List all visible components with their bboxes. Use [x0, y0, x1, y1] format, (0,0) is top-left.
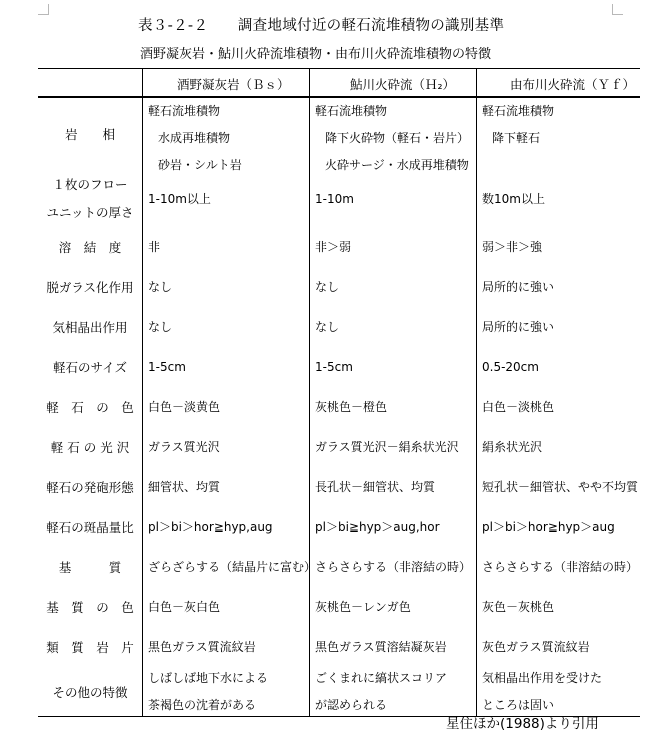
cell-line: 気相晶出作用を受けた	[482, 671, 603, 685]
cell-line: 降下軽石	[492, 131, 541, 145]
cell-line: 軽石流堆積物	[315, 104, 388, 118]
cell-line: ざらざらする（結晶片に富む）	[148, 559, 317, 574]
row-label-text: 溶 結 度	[58, 240, 122, 255]
row-label-text: 基 質	[58, 560, 122, 575]
cell-line: 灰色ガラス質流紋岩	[482, 639, 590, 654]
table-cell	[315, 554, 471, 581]
cell-line: 1-5cm	[315, 359, 353, 374]
cell-line: 1-5cm	[148, 359, 186, 374]
cell-line: 局所的に強い	[482, 279, 555, 294]
cell-line: ガラス質光沢－絹糸状光沢	[315, 439, 459, 454]
row-label-text: その他の特徴	[52, 685, 128, 700]
table-cell	[148, 434, 220, 461]
table-cell	[148, 514, 273, 541]
cell-line: 非	[148, 239, 161, 254]
cell-line: 絹糸状光沢	[482, 439, 543, 454]
row-label-text: 気相晶出作用	[52, 320, 128, 335]
cell-line: 軽石流堆積物	[148, 104, 221, 118]
row-label-text: 岩 相	[64, 126, 115, 142]
cell-line: pl＞bi≧hyp＞aug,hor	[315, 519, 440, 534]
table-cell	[315, 434, 459, 461]
cell-line: 局所的に強い	[482, 319, 555, 334]
cell-line: 灰桃色－レンガ色	[315, 599, 411, 614]
cell-line: 白色－淡桃色	[482, 399, 555, 414]
table-cell	[482, 98, 554, 152]
table-cell	[315, 394, 387, 421]
table-subtitle: 酒野凝灰岩・鮎川火砕流堆積物・由布川火砕流堆積物の特徴	[140, 47, 492, 62]
table-cell	[482, 186, 545, 213]
cell-line: さらさらする（非溶結の時）	[482, 559, 639, 574]
table-cell	[315, 594, 411, 621]
table-cell	[482, 434, 542, 461]
cell-line: 黒色ガラス質流紋岩	[148, 639, 256, 654]
page-corner-mark-left	[38, 4, 49, 15]
header-col1: 酒野凝灰岩（Ｂｓ）	[177, 77, 290, 92]
column-divider	[309, 69, 310, 717]
table-cell	[482, 394, 554, 421]
table-cell	[148, 98, 242, 179]
table-cell	[482, 514, 615, 541]
row-label	[42, 427, 138, 467]
cell-line: 数10m以上	[482, 191, 545, 206]
cell-line: 1-10m以上	[148, 191, 211, 206]
table-cell	[148, 665, 268, 719]
table-cell	[148, 234, 160, 261]
row-label	[42, 547, 138, 587]
table-cell	[315, 665, 447, 719]
table-cell	[148, 394, 220, 421]
cell-line: しばしば地下水による	[148, 671, 269, 685]
table-cell	[148, 554, 316, 581]
row-label	[42, 96, 138, 171]
row-label-text: 軽 石 の 光 沢	[50, 440, 130, 455]
cell-line: なし	[148, 319, 173, 334]
row-label	[42, 467, 138, 507]
cell-line: 弱＞非＞強	[482, 239, 543, 254]
table-cell	[482, 274, 554, 301]
row-label-text: 軽石の発砲形態	[46, 480, 134, 495]
cell-line: 白色－淡黄色	[148, 399, 221, 414]
cell-line: pl＞bi＞hor≧hyp,aug	[148, 519, 273, 534]
row-label	[42, 267, 138, 307]
table-cell	[315, 634, 447, 661]
row-label	[42, 667, 138, 717]
header-col2: 鮎川火砕流（Ｈ₂）	[350, 77, 456, 92]
cell-line: 砂岩・シルト岩	[158, 158, 242, 172]
cell-line: 0.5-20cm	[482, 359, 539, 374]
page-corner-mark-right	[612, 4, 623, 15]
table-cell	[148, 274, 172, 301]
row-label	[42, 507, 138, 547]
row-label	[42, 627, 138, 667]
table-cell	[315, 234, 351, 261]
table-top-rule	[38, 68, 640, 69]
row-label	[42, 347, 138, 387]
table-cell	[148, 186, 211, 213]
cell-line: ごくまれに縞状スコリア	[315, 671, 448, 685]
table-cell	[148, 354, 186, 381]
table-cell	[482, 314, 554, 341]
cell-line: ガラス質光沢	[148, 439, 220, 454]
table-cell	[482, 554, 638, 581]
header-col3: 由布川火砕流（Ｙｆ）	[510, 77, 636, 92]
row-label	[42, 587, 138, 627]
row-label-text: 基 質 の 色	[46, 600, 134, 615]
row-label-text: 軽石の斑晶量比	[46, 520, 134, 535]
cell-line: 1-10m	[315, 191, 354, 206]
cell-line: 火砕サージ・水成再堆積物	[325, 158, 469, 172]
table-title: 表３-２-２ 調査地域付近の軽石流堆積物の識別基準	[138, 18, 505, 34]
row-label-text: １枚のフロー	[52, 177, 128, 192]
table-cell	[315, 354, 353, 381]
column-divider	[476, 69, 477, 717]
row-label-text: ユニットの厚さ	[46, 205, 134, 220]
cell-line: 細管状、均質	[148, 479, 221, 494]
cell-line: 水成再堆積物	[158, 131, 231, 145]
cell-line: さらさらする（非溶結の時）	[315, 559, 472, 574]
cell-line: 軽石流堆積物	[482, 104, 555, 118]
cell-line: が認められる	[315, 698, 388, 712]
row-label	[42, 227, 138, 267]
table-cell	[482, 354, 539, 381]
cell-line: 灰桃色－橙色	[315, 399, 388, 414]
table-cell	[148, 474, 220, 501]
row-label-text: 類 質 岩 片	[46, 640, 134, 655]
cell-line: ところは固い	[482, 698, 555, 712]
table-cell	[482, 634, 590, 661]
table-cell	[315, 274, 339, 301]
row-label	[42, 387, 138, 427]
cell-line: 黒色ガラス質溶結凝灰岩	[315, 639, 447, 654]
cell-line: 灰色－灰桃色	[482, 599, 555, 614]
cell-line: 降下火砕物（軽石・岩片）	[325, 131, 470, 145]
table-cell	[315, 98, 469, 179]
cell-line: なし	[148, 279, 173, 294]
row-label	[42, 171, 138, 227]
row-label	[42, 307, 138, 347]
cell-line: 長孔状－細管状、均質	[315, 479, 436, 494]
table-cell	[315, 186, 354, 213]
table-cell	[315, 474, 435, 501]
table-cell	[482, 474, 638, 501]
cell-line: pl＞bi＞hor≧hyp＞aug	[482, 519, 615, 534]
table-cell	[315, 314, 339, 341]
table-cell	[148, 594, 220, 621]
citation: 星住ほか(1988)より引用	[446, 716, 599, 732]
row-label-text: 軽石のサイズ	[52, 360, 127, 375]
table-cell	[315, 514, 440, 541]
table-cell	[148, 634, 256, 661]
column-divider	[142, 69, 143, 717]
table-cell	[148, 314, 172, 341]
table-cell	[482, 234, 542, 261]
cell-line: なし	[315, 319, 340, 334]
cell-line: 短孔状－細管状、やや不均質	[482, 479, 639, 494]
table-cell	[482, 665, 602, 719]
table-cell	[482, 594, 554, 621]
cell-line: 非＞弱	[315, 239, 352, 254]
cell-line: 茶褐色の沈着がある	[148, 698, 257, 712]
row-label-text: 脱ガラス化作用	[46, 280, 134, 295]
cell-line: なし	[315, 279, 340, 294]
cell-line: 白色－灰白色	[148, 599, 221, 614]
row-label-text: 軽 石 の 色	[46, 400, 134, 415]
